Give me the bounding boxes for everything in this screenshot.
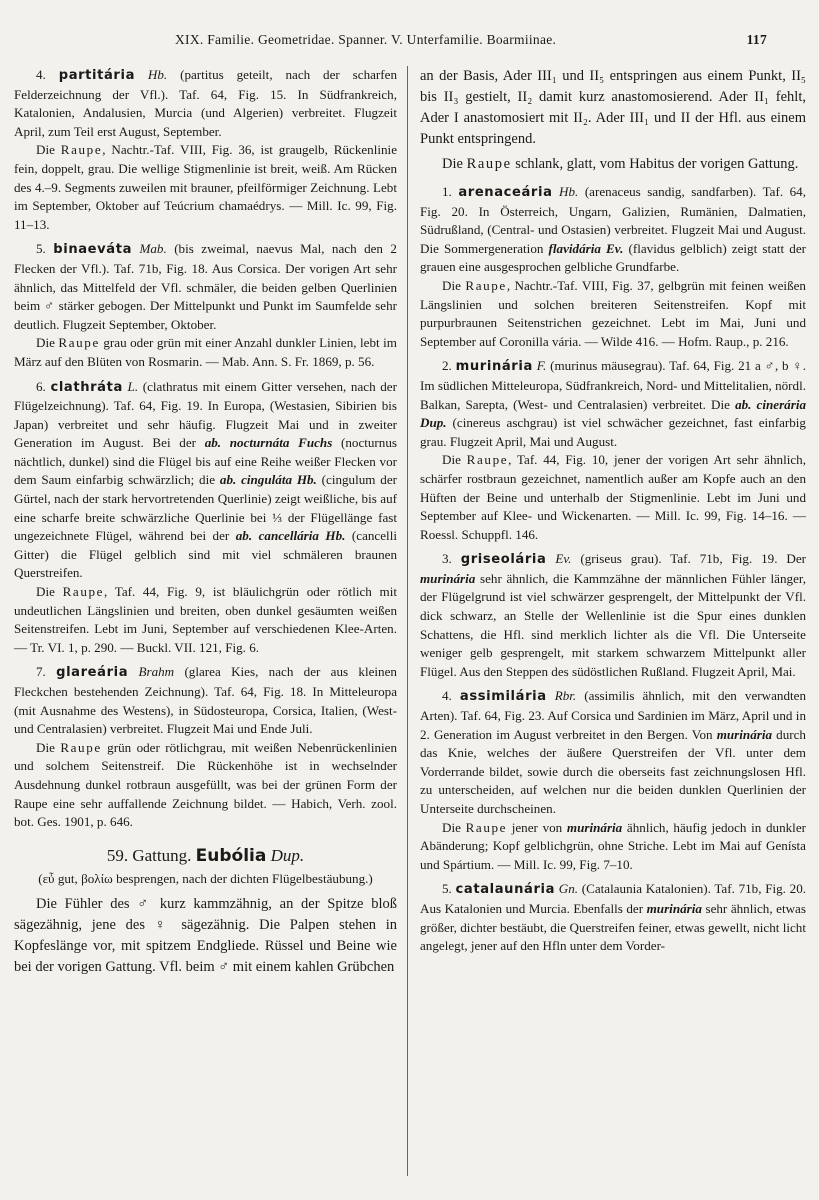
- genus-heading: [14, 844, 397, 868]
- genus-larva-description: Die Raupe schlank, glatt, vom Habitus der vorigen Gattung.: [442, 156, 799, 172]
- species-reference: murinária: [420, 570, 476, 586]
- species-reference: murinária: [646, 900, 702, 916]
- species-reference: murinária: [716, 726, 773, 742]
- species-reference: murinária: [566, 819, 623, 835]
- page-number: 117: [746, 32, 767, 47]
- species-name: griseolária: [460, 552, 547, 568]
- species-author: F.: [536, 358, 547, 374]
- entry-text: 5. catalaunária Gn. (Catalaunia Katalonien). Taf. 71b, Fig. 20. Aus Katalonien und Murcia. Ebenfalls der murinária sehr ähnlich, etwas größer, dichter bestäubt, die Querstreifen feiner, etwas gewellt, nicht licht angelegt, jener auf den Hfln unter dem Vorder-: [420, 881, 807, 954]
- species-name: catalaunária: [455, 882, 556, 898]
- species-author: Hb.: [147, 67, 168, 82]
- species-name: partitária: [58, 68, 136, 83]
- running-header: [0, 32, 819, 54]
- entry-text: 4. partitária Hb. (partitus geteilt, nach der scharfen Felderzeichnung der Vfl.). Taf. 64, Fig. 15. In Südfrankreich, Katalonien, Andalusien, Murcia (und Algerien) verbreitet. Flugzeit April, zum Teil erst August, September.: [14, 67, 398, 139]
- column-divider: [407, 66, 408, 1176]
- genus-author: Dup.: [270, 845, 305, 865]
- aberration-name: flavidária Ev.: [548, 240, 624, 256]
- species-name: glareária: [56, 665, 129, 681]
- species-name: assimilária: [459, 689, 547, 705]
- entry-text: 2. murinária F. (murinus mäusegrau). Taf. 64, Fig. 21 a ♂, b ♀. Im südlichen Mitteleuropa, Südfrankreich, Nord- und Mittelitalien, nördl. Balkan, Sarepta, (West- und Centralasien) verbreitet. Die ab. cinerária Dup. (cinereus aschgrau) ist viel schwächer gezeichnet, fast einfarbig grau. Flugzeit April, Mai und August.: [420, 358, 807, 449]
- species-author: Rbr.: [554, 688, 577, 704]
- aberration-name: ab. cinguláta Hb.: [219, 472, 317, 488]
- larva-description: Die Raupe, Nachtr.-Taf. VIII, Fig. 37, gelbgrün mit feinen weißen Längslinien und solchen breiteren Seitenstreifen. Kopf mit purpurbraunen Seitenstrichen gezeichnet. Lebt im Mai, Juni und September auf Coronilla vária. — Wilde 416. — Hofm. Raup., p. 216.: [420, 277, 806, 349]
- species-entry-glarearia: [14, 663, 397, 831]
- entry-text: 6. clathráta L. (clathratus mit einem Gitter versehen, nach der Flügelzeichnung). Taf. 64, Fig. 19. In Europa, (Westasien, Sibirien bis Japan) verbreitet und sehr häufig. Flugzeit Mai und in zweiter Generation im August. Bei der ab. nocturnáta Fuchs (nocturnus nächtlich, dunkel) sind die Flügel bis auf eine Reihe weißer Flecken vor dem Saum einfarbig schwärzlich; die ab. cinguláta Hb. (cingulum der Gürtel, nach der stark hervortretenden Querlinie) zeigt weißliche, bis auf eine scharfe breite schwärzliche Querlinie bei ⅓ der Flügellänge fast ungezeichnete Flügel, während bei der ab. cancellária Hb. (cancelli Gitter) die Flügel gelblich sind mit viel schmäleren braunen Querstreifen.: [14, 378, 398, 581]
- species-entry-clathrata: [14, 378, 397, 658]
- species-entry-partitaria: [14, 66, 397, 234]
- species-author: Gn.: [558, 881, 579, 897]
- running-title: XIX. Familie. Geometridae. Spanner. V. Unterfamilie. Boarmiinae.: [175, 32, 557, 47]
- species-name: binaeváta: [53, 242, 133, 258]
- entry-text: 4. assimilária Rbr. (assimilis ähnlich, mit den verwandten Arten). Taf. 64, Fig. 23. Auf Corsica und Sardinien im März, April und in 2. Generation im August verbreitet in den Bergen. Von murinária durch das Knie, welches der äußere Querstreifen der Vfl. unter dem Vorderrande bildet, sowie durch die oberseits fast zeichnungslosen Hfl. zu unterscheiden, auf welchen nur die beiden dunklen Querlinien der Unterseite durchscheinen.: [420, 688, 807, 816]
- entry-text: 3. griseolária Ev. (griseus grau). Taf. 71b, Fig. 19. Der murinária sehr ähnlich, die Kammzähne der männlichen Fühler länger, der Flügelgrund ist viel schwärzer gesprengelt, der Mittelpunkt der Vfl. dick schwarz, an Stelle der Wellenlinie ist die Spur eines dunklen Schattens, die Hfl. sind merklich lichter als die Vfl. Die Unterseite weniger gelb gesprengelt, mit starkem schwarzem Mittelpunkt aller Flügel. Aus den Steppen des südöstlichen Rußland. Flugzeit April, Mai.: [420, 551, 807, 679]
- species-entry-assimilaria: [420, 687, 806, 874]
- aberration-name: ab. cinerária Dup.: [420, 396, 807, 431]
- species-author: Brahm: [138, 664, 175, 680]
- genus-description: Die Fühler des ♂ kurz kammzähnig, an der Spitze bloß sägezähnig, jene des ♀ sägezähnig. Die Palpen stehen in Kopfeslänge vor, mit spitzem Endgliede. Rüssel und Beine wie bei der vorigen Gattung. Vfl. beim ♂ mit einem kahlen Grübchen: [14, 896, 397, 976]
- species-name: arenaceária: [458, 185, 553, 200]
- left-column: [14, 66, 397, 978]
- larva-description: Die Raupe jener von murinária ähnlich, häufig jedoch in dunkler Abänderung; Kopf gelblichgrün, ohne Striche. Lebt im Mai auf Genísta und Spártium. — Mill. Ic. 99, Fig. 7–10.: [420, 819, 806, 872]
- species-author: Mab.: [139, 241, 167, 257]
- genus-etymology: (εὖ gut, βολίω besprengen, nach der dichten Flügelbestäubung.): [38, 870, 373, 886]
- entry-text: 7. glareária Brahm (glarea Kies, nach der aus kleinen Fleckchen bestehenden Zeichnung). Taf. 64, Fig. 18. In Mitteleuropa (mit Ausnahme des Westens), in Südosteuropa, Corsica, Italien, (West- und Centralasien) verbreitet. Flugzeit Mai und Ende Juli.: [14, 664, 397, 737]
- entry-text: 1. arenaceária Hb. (arenaceus sandig, sandfarben). Taf. 64, Fig. 20. In Österreich, Ungarn, Galizien, Rumänien, Dalmatien, Südrußland, (Central- und Ostasien) verbreitet. Flugzeit Mai und August. Die Sommergeneration flavidária Ev. (flavidus gelblich) zeigt statt der grauen eine ausgesprochen gelbliche Grundfarbe.: [420, 184, 806, 275]
- larva-description: Die Raupe grau oder grün mit einer Anzahl dunkler Linien, lebt im März auf den Blüten von Rosmarin. — Mab. Ann. S. Fr. 1869, p. 56.: [14, 335, 397, 369]
- species-author: Hb.: [559, 184, 579, 199]
- species-entry-binaevata: [14, 240, 397, 371]
- species-entry-catalaunaria: [420, 880, 806, 955]
- species-name: clathráta: [50, 379, 123, 395]
- larva-description: Die Raupe grün oder rötlichgrau, mit weißen Nebenrückenlinien und solchem Seitenstreif. Die Rückenhöhe ist in wechselnder Ausdehnung dunkel rotbraun ausgefüllt, was bei der grünen Form der Raupe eine sehr auffallende Zeichnung bildet. — Habich, Verh. zool. bot. Ges. 1901, p. 646.: [14, 739, 398, 830]
- aberration-name: ab. cancellária Hb.: [235, 528, 346, 544]
- genus-name: Eubólia: [195, 845, 267, 866]
- species-name: murinária: [455, 359, 533, 375]
- species-entry-griseolaria: [420, 550, 806, 681]
- species-entry-arenacearia: [420, 183, 806, 351]
- aberration-name: ab. nocturnáta Fuchs: [204, 435, 333, 451]
- right-column: [420, 66, 806, 956]
- species-author: L.: [127, 378, 139, 394]
- species-entry-murinaria: [420, 357, 806, 544]
- species-author: Ev.: [555, 551, 572, 567]
- larva-description: Die Raupe, Taf. 44, Fig. 9, ist bläulichgrün oder rötlich mit undeutlichen Längslinien und breiten, oben dunkel gesäumten weißen Seitenstreifen. Lebt im Juni, September auf verschiedenen Klee-Arten. — Tr. VI. 1, p. 290. — Buckl. VII. 121, Fig. 6.: [14, 584, 397, 655]
- entry-text: 5. binaeváta Mab. (bis zweimal, naevus Mal, nach den 2 Flecken der Vfl.). Taf. 71b, Fig. 18. Aus Corsica. Der vorigen Art sehr ähnlich, das Mittelfeld der Vfl. schmäler, die beiden gelben Querlinien beim ♂ stärker gebogen. Der Mittelpunkt und Punkt im Saumfelde sehr deutlich. Flugzeit September, Oktober.: [14, 241, 397, 332]
- genus-description-continued: an der Basis, Ader III₁ und II₅ entspringen aus einem Punkt, II₅ bis II₃ gestielt, II₂ damit kurz anastomosierend. Ader II₁ fehlt, Ader I anastomosiert mit II₂. Ader III₁ und II der Hfl. aus einem Punkt entspringend.: [420, 68, 806, 147]
- larva-description: Die Raupe, Taf. 44, Fig. 10, jener der vorigen Art sehr ähnlich, schärfer rostbraun gezeichnet, namentlich außer am Kopfe auch an den Hüften der Beine und unterhalb der Stigmenlinie. Lebt im Juni und September auf Klee- und Wickenarten. — Mill. Ic. 99, Fig. 14–16. — Roessl. Schuppfl. 146.: [420, 452, 806, 542]
- genus-number: 59. Gattung.: [106, 845, 192, 865]
- larva-description: Die Raupe, Nachtr.-Taf. VIII, Fig. 36, ist graugelb, Rückenlinie fein, doppelt, grau. Die wellige Stigmenlinie ist breit, weiß. Am Rücken des 4.–9. Segments zuweilen mit brauner, pfeilförmiger Zeichnung. Lebt im September, Oktober auf Teúcrium chamaédrys. — Mill. Ic. 99, Fig. 11–13.: [14, 142, 398, 232]
